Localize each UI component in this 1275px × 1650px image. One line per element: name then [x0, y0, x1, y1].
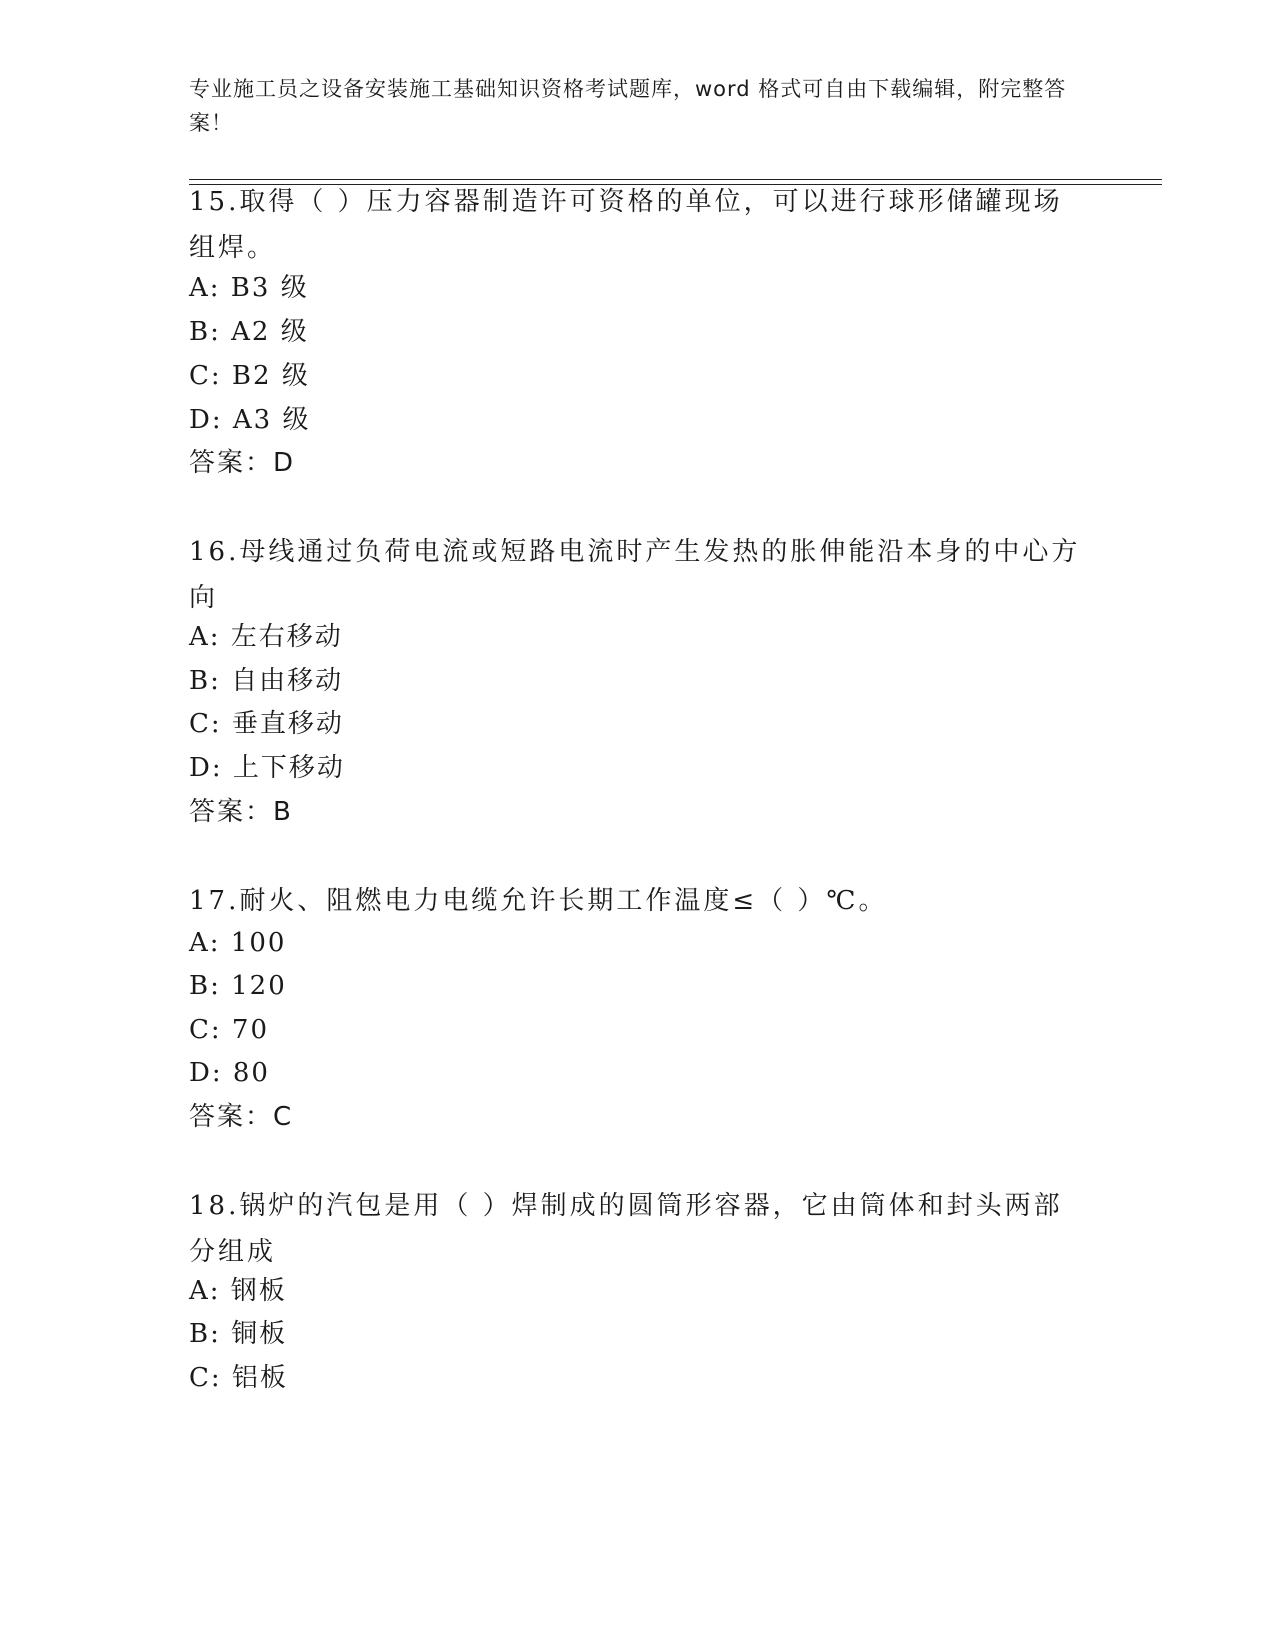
- answer-line: 答案：C: [189, 1102, 294, 1132]
- option-a: A: 100: [189, 928, 287, 958]
- option-d: D: 上下移动: [189, 753, 345, 783]
- option-c: C: 垂直移动: [189, 709, 344, 739]
- option-b: B: 自由移动: [189, 666, 344, 696]
- question-stem: 18.锅炉的汽包是用（ ）焊制成的圆筒形容器，它由筒体和封头两部分组成: [189, 1191, 1063, 1267]
- option-b: B: 120: [189, 971, 287, 1001]
- question-stem: 16.母线通过负荷电流或短路电流时产生发热的胀伸能沿本身的中心方向: [189, 537, 1081, 613]
- question-stem: 15.取得（ ）压力容器制造许可资格的单位，可以进行球形储罐现场组焊。: [189, 187, 1063, 263]
- option-c: C: 70: [189, 1015, 270, 1045]
- option-a: A: 钢板: [189, 1276, 287, 1306]
- option-c: C: B2 级: [189, 361, 310, 391]
- option-d: D: 80: [189, 1058, 270, 1088]
- option-d: D: A3 级: [189, 405, 311, 435]
- option-b: B: A2 级: [189, 317, 309, 347]
- question-stem: 17.耐火、阻燃电力电缆允许长期工作温度≤（ ）℃。: [189, 886, 888, 916]
- option-b: B: 铜板: [189, 1319, 288, 1349]
- option-a: A: B3 级: [189, 273, 309, 303]
- answer-line: 答案：D: [189, 448, 296, 478]
- answer-line: 答案：B: [189, 797, 293, 827]
- document-header: 专业施工员之设备安装施工基础知识资格考试题库，word 格式可自由下载编辑，附完整答案！: [189, 77, 1067, 135]
- option-a: A: 左右移动: [189, 622, 343, 652]
- option-c: C: 铝板: [189, 1363, 288, 1393]
